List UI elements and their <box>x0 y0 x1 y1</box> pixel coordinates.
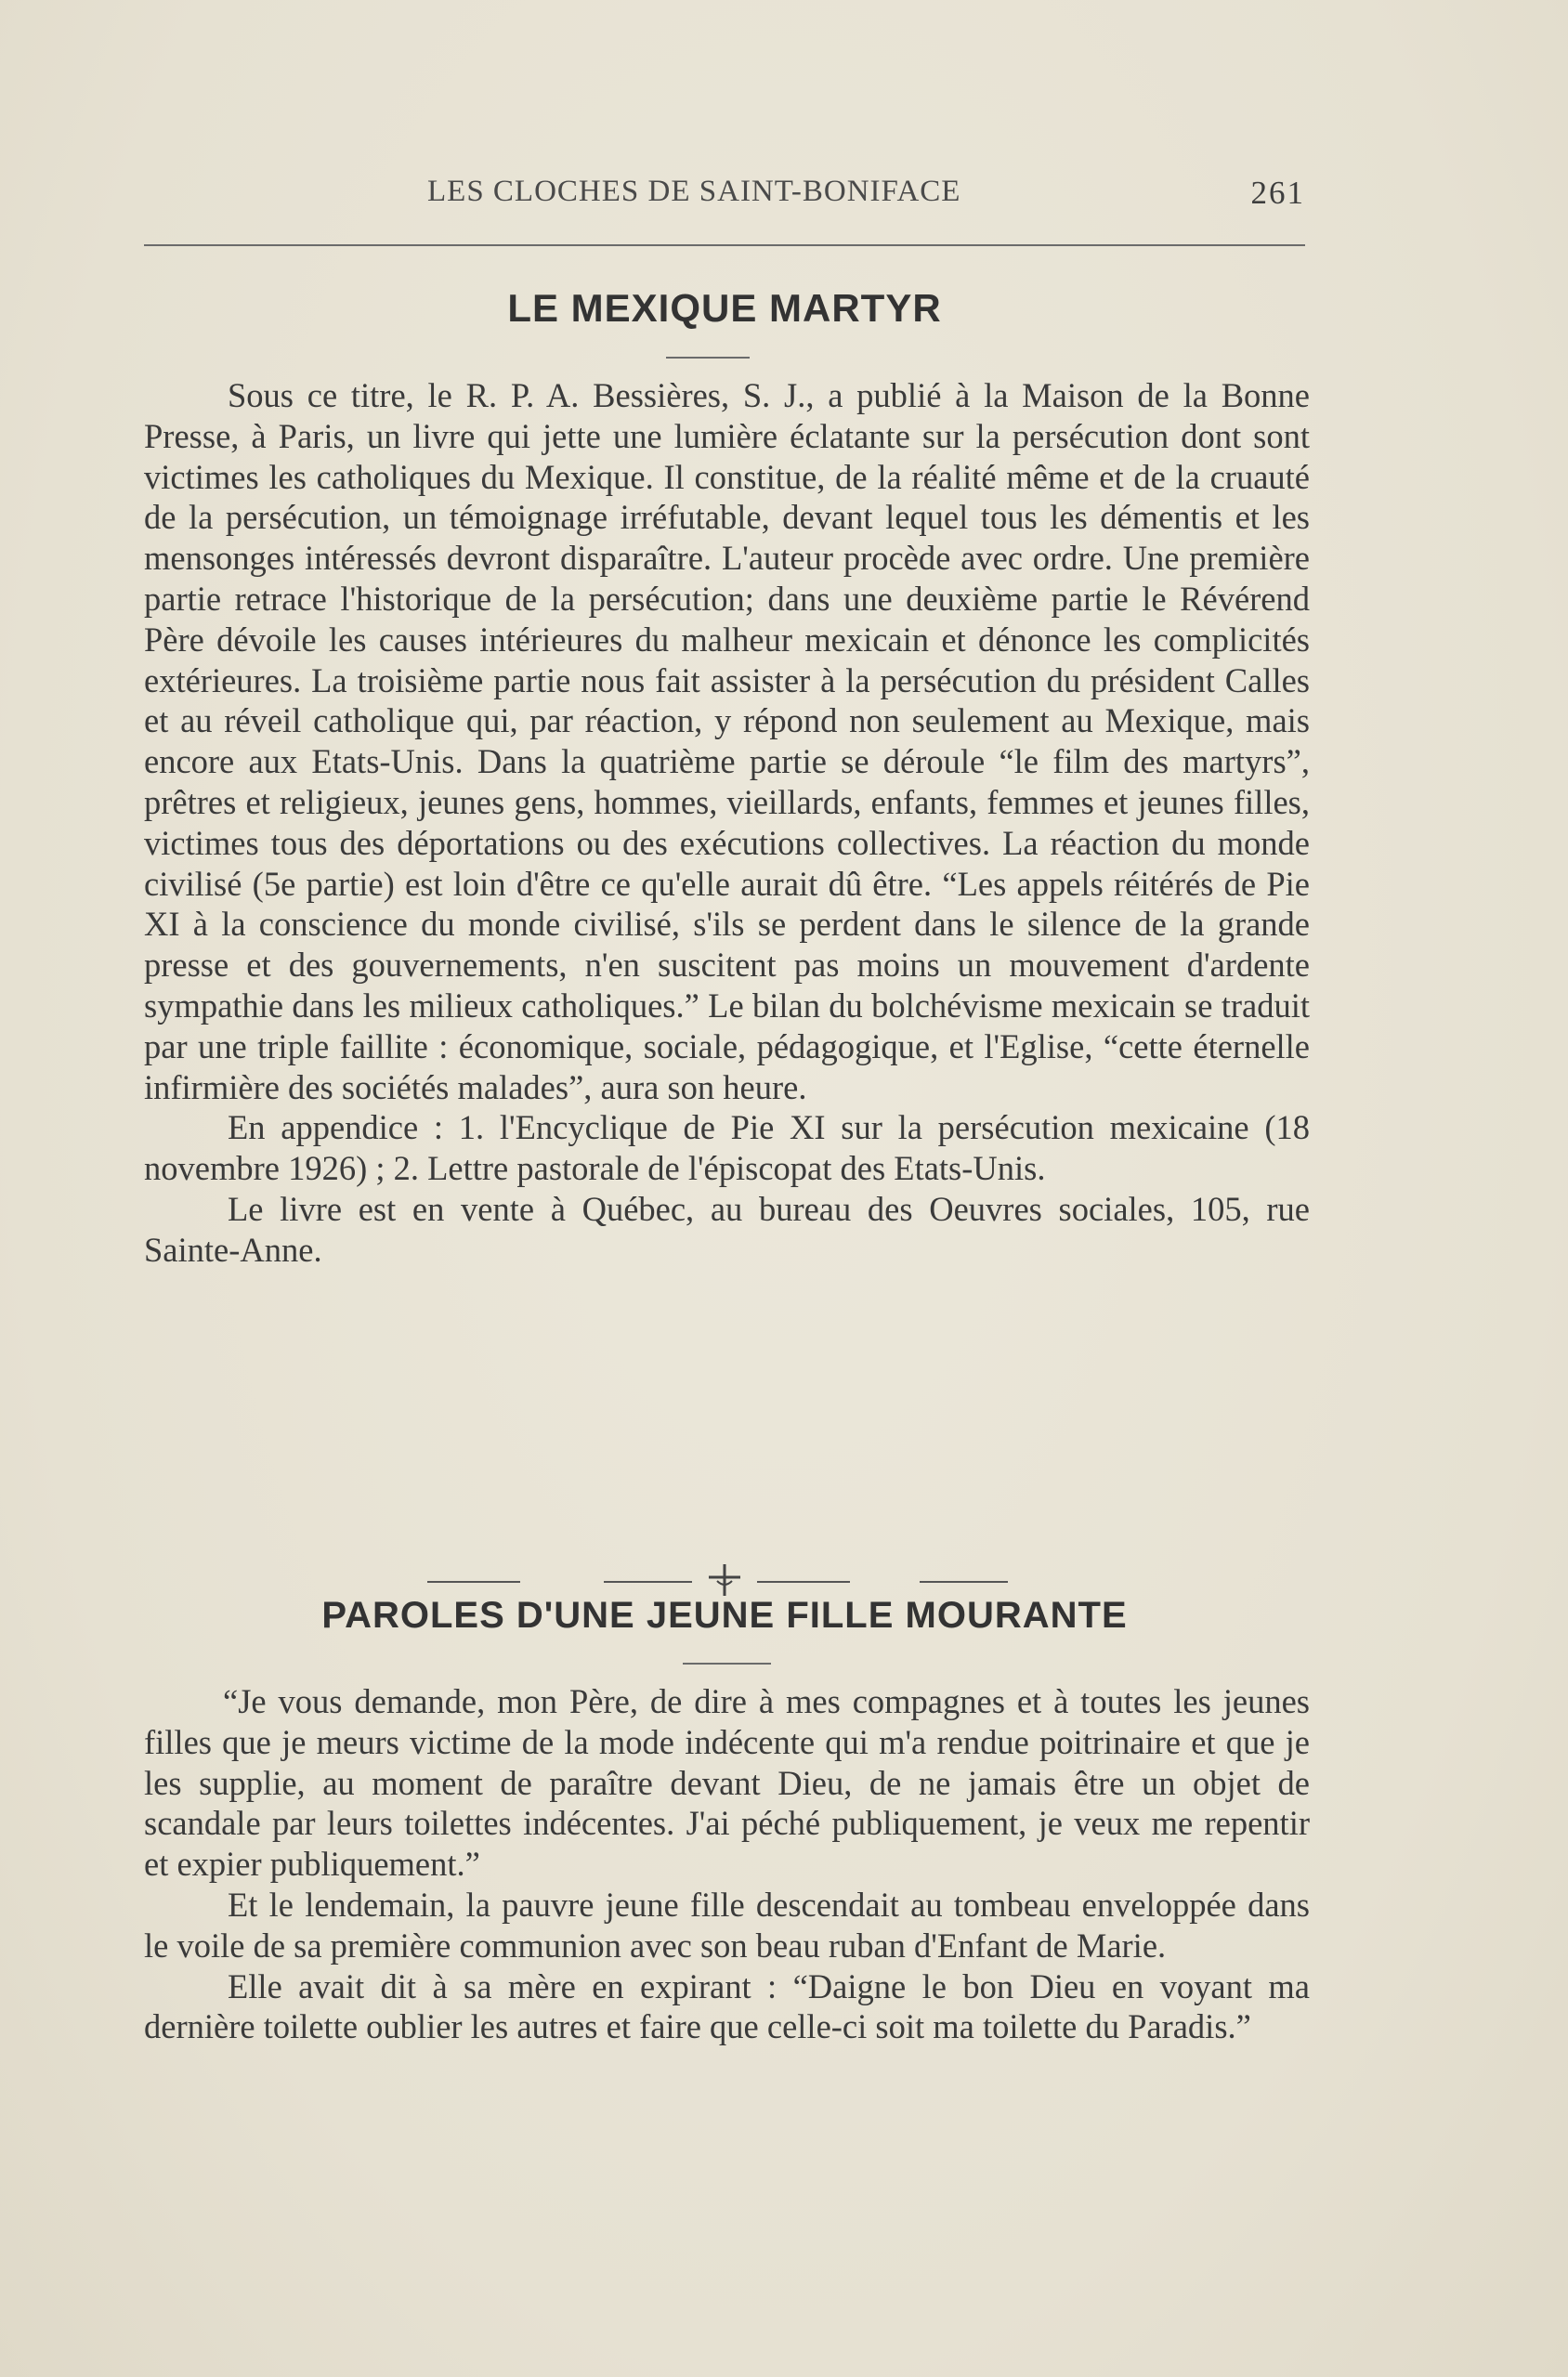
separator-line <box>604 1581 692 1583</box>
page-header <box>144 175 1305 221</box>
page-number: 261 <box>1250 175 1305 211</box>
running-head: LES CLOCHES DE SAINT-BONIFACE <box>427 175 961 208</box>
header-rule <box>144 244 1305 246</box>
paragraph: Le livre est en vente à Québec, au bureau des Oeuvres sociales, 105, rue Sainte-Anne. <box>144 1189 1310 1269</box>
paragraph: “Je vous demande, mon Père, de dire à mes compagnes et à toutes les jeunes filles que je meurs victime de la mode indécente qui m'a rendue poitrinaire et que je les supplie, au moment de paraître devant Dieu, de ne jamais être un objet de scandale par leurs toilettes indécentes. J'ai péché publiquement, je veux me repentir et expier publiquement.” <box>144 1682 1310 1884</box>
title-underline <box>683 1663 771 1665</box>
article-title-mexique: LE MEXIQUE MARTYR <box>507 286 942 330</box>
paragraph: En appendice : 1. l'Encyclique de Pie XI sur la persécution mexicaine (18 novembre 1926) ; 2. Lettre pastorale de l'épiscopat des Etats-Unis. <box>144 1108 1310 1188</box>
separator-line <box>427 1581 520 1583</box>
article-title-paroles: PAROLES D'UNE JEUNE FILLE MOURANTE <box>321 1595 1128 1636</box>
title-underline <box>666 357 750 359</box>
section-separator <box>427 1561 1022 1598</box>
article-body-mexique <box>144 375 1310 1271</box>
paragraph: Sous ce titre, le R. P. A. Bessières, S. J., a publié à la Maison de la Bonne Presse, à Paris, un livre qui jette une lumière éclatante sur la persécution dont sont victimes les catholiques du Mexique. Il constitue, de la réalité même et de la cruauté de la persécution, un témoignage irréfutable, devant lequel tous les démentis et les mensonges intéressés devront disparaître. L'auteur procède avec ordre. Une première partie retrace l'historique de la persécution; dans une deuxième partie le Révérend Père dévoile les causes intérieures du malheur mexicain et dénonce les complicités extérieures. La troisième partie nous fait assister à la persécution du président Calles et au réveil catholique qui, par réaction, y répond non seulement au Mexique, mais encore aux Etats-Unis. Dans la quatrième partie se déroule “le film des martyrs”, prêtres et religieux, jeunes gens, hommes, vieillards, enfants, femmes et jeunes filles, victimes tous des déportations ou des exécutions collectives. La réaction du monde civilisé (5e partie) est loin d'être ce qu'elle aurait dû être. “Les appels réitérés de Pie XI à la conscience du monde civilisé, s'ils se perdent dans le silence de la grande presse et des gouvernements, n'en suscitent pas moins un mouvement d'ardente sympathie dans les milieux catholiques.” Le bilan du bolchévisme mexicain se traduit par une triple faillite : économique, sociale, pédagogique, et l'Eglise, “cette éternelle infirmière des sociétés malades”, aura son heure. <box>144 376 1310 1106</box>
separator-line <box>757 1581 850 1583</box>
paragraph: Elle avait dit à sa mère en expirant : “Daigne le bon Dieu en voyant ma dernière toilette oublier les autres et faire que celle-ci soit ma toilette du Paradis.” <box>144 1966 1310 2046</box>
paragraph: Et le lendemain, la pauvre jeune fille descendait au tombeau enveloppée dans le voile de sa première communion avec son beau ruban d'Enfant de Marie. <box>144 1885 1310 1965</box>
cross-ornament-icon <box>704 1561 745 1598</box>
separator-line <box>920 1581 1008 1583</box>
article-body-paroles <box>144 1681 1310 2047</box>
